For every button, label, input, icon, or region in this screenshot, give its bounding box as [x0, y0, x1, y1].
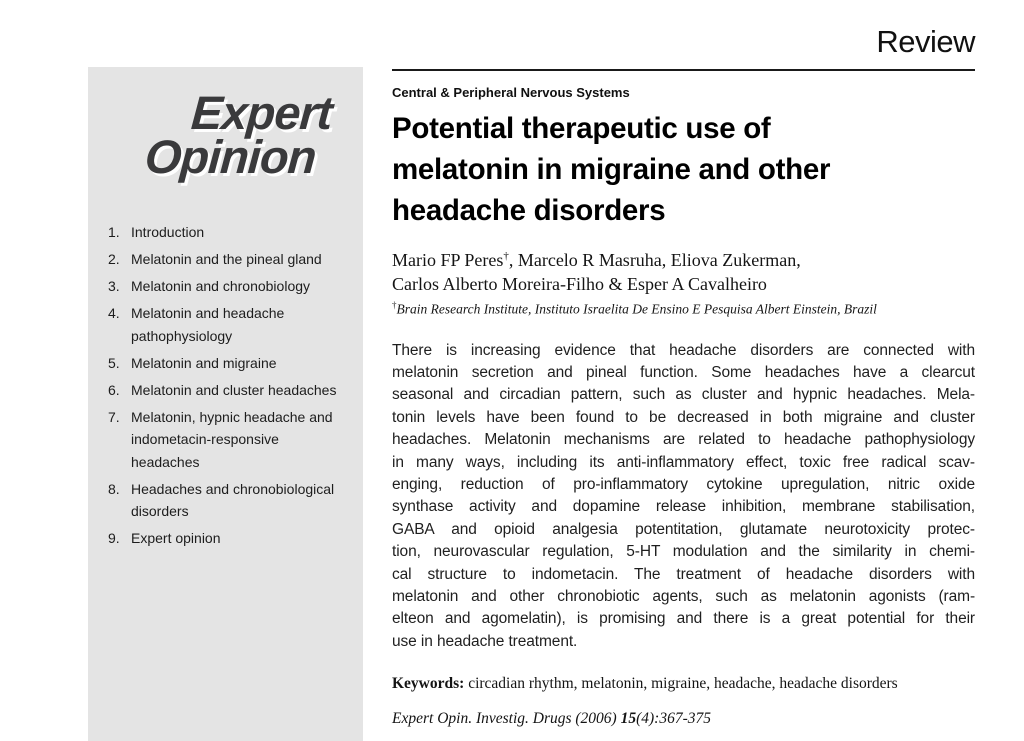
abstract-line: cal structure to indometacin. The treatment of headache disorders with [392, 565, 975, 583]
toc-item-number: 6. [108, 381, 120, 398]
abstract-line: tonin levels have been found to be decreased in both migraine and cluster [392, 408, 975, 426]
toc-item-label: Melatonin and cluster headaches [131, 381, 337, 398]
toc-item-label: Headaches and chronobiological disorders [131, 480, 335, 519]
abstract-line: synthase activity and dopamine release inhibition, membrane stabilisation, [392, 498, 975, 516]
toc-item-label: Melatonin and chronobiology [131, 278, 311, 294]
toc-item[interactable] [108, 379, 343, 402]
abstract-line: tion, neurovascular regulation, 5-HT modulation and the similarity in chemi- [392, 543, 975, 561]
citation-pages: (4):367-375 [636, 710, 711, 728]
toc-item[interactable] [108, 406, 343, 474]
abstract-line: GABA and opioid analgesia potentitation, glutamate neurotoxicity protec- [392, 520, 975, 538]
toc-item-label: Melatonin and headache pathophysiology [131, 305, 285, 344]
author-dagger: † [503, 250, 509, 262]
review-type-label: Review [876, 24, 975, 59]
toc-item-number: 9. [108, 530, 120, 546]
article-title [392, 108, 975, 231]
toc-item-number: 7. [108, 408, 120, 425]
article-column [392, 85, 975, 728]
abstract-line: in many ways, including its anti-inflammatory effect, toxic free radical scav- [392, 453, 975, 471]
table-of-contents [88, 221, 363, 550]
abstract-line: melatonin and other chronobiotic agents, such as melatonin agonists (ram- [392, 587, 975, 605]
toc-item[interactable] [108, 352, 343, 375]
toc-item-label: Melatonin, hypnic headache and indometacin-responsive headaches [131, 408, 333, 470]
keywords-text: circadian rhythm, melatonin, migraine, headache, headache disorders [464, 675, 898, 693]
affiliation-dagger: † [392, 300, 397, 310]
abstract-line: melatonin secretion and pineal function. Some headaches have a clearcut [392, 363, 975, 381]
toc-item[interactable] [108, 478, 343, 523]
expert-opinion-logo [84, 67, 367, 183]
keywords-label: Keywords: [392, 675, 465, 693]
toc-item-label: Melatonin and the pineal gland [131, 251, 322, 267]
abstract-line: headaches. Melatonin mechanisms are related to headache pathophysiology [392, 431, 975, 449]
toc-item-number: 1. [108, 224, 120, 240]
keywords-row [392, 675, 975, 693]
logo-line-opinion: Opinion [143, 130, 318, 183]
toc-item[interactable] [108, 275, 343, 298]
citation-volume: 15 [620, 710, 637, 728]
abstract-line: elteon and agomelatin), is promising and there is a great potential for their [392, 610, 975, 628]
authors-rest: , Marcelo R Masruha, Eliova Zukerman, [508, 250, 801, 270]
toc-item[interactable] [108, 248, 343, 271]
abstract-line: enging, reduction of pro-inflammatory cytokine upregulation, nitric oxide [392, 475, 975, 493]
affiliation-text: Brain Research Institute, Instituto Israelita De Ensino E Pesquisa Albert Einstein, Brazil [396, 301, 877, 317]
citation-journal: Expert Opin. Investig. Drugs (2006) [392, 710, 621, 728]
abstract-line: seasonal and circadian pattern, such as cluster and hypnic headaches. Mela- [392, 386, 975, 404]
toc-item-number: 3. [108, 278, 120, 294]
authors-line-1 [392, 244, 975, 272]
logo-line-expert: Expert [189, 86, 334, 139]
toc-item-label: Introduction [131, 224, 205, 240]
article-title-line: headache disorders [392, 194, 666, 227]
abstract-line: use in headache treatment. [392, 632, 578, 650]
authors-line-2: Carlos Alberto Moreira-Filho & Esper A Cavalheiro [392, 274, 767, 294]
toc-item[interactable] [108, 221, 343, 244]
toc-item-label: Melatonin and migraine [131, 354, 277, 371]
toc-item-number: 4. [108, 305, 120, 321]
toc-item[interactable] [108, 527, 343, 550]
authors-block [392, 244, 975, 296]
article-title-line: Potential therapeutic use of [392, 112, 771, 145]
header-rule [392, 69, 975, 71]
toc-item-number: 5. [108, 354, 120, 371]
toc-item-number: 8. [108, 480, 120, 497]
sidebar-panel [88, 67, 363, 741]
article-title-line: melatonin in migraine and other [392, 153, 831, 186]
author-name: Mario FP Peres [392, 250, 504, 270]
abstract-line: There is increasing evidence that headache disorders are connected with [392, 341, 975, 359]
toc-item[interactable] [108, 302, 343, 347]
affiliation [392, 296, 975, 319]
toc-item-label: Expert opinion [131, 530, 221, 546]
citation-line [392, 710, 975, 728]
toc-item-number: 2. [108, 251, 120, 267]
section-kicker: Central & Peripheral Nervous Systems [392, 85, 630, 100]
abstract [392, 340, 975, 654]
